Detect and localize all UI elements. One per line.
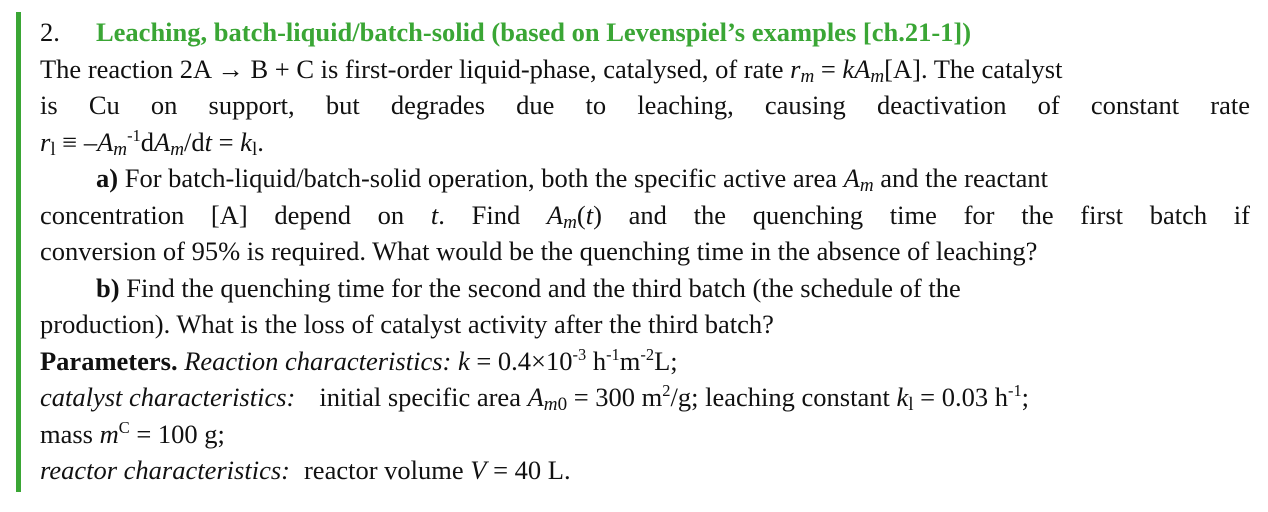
parameters-mass: mass $m^C = 100$ g; [40, 417, 225, 449]
left-accent-bar [16, 12, 21, 492]
problem-heading [40, 14, 1250, 51]
deactivation-rate-equation: $r_l \equiv -A_m^{-1}dA_m/dt = k_l$. [40, 125, 264, 160]
parameters-reactor: reactor characteristics: reactor volume V = 40 L. [40, 455, 571, 485]
part-a-label: a) [96, 163, 119, 193]
intro-line-2: is Cu on support, but degrades due to leaching, causing deactivation of constant rate [40, 90, 1250, 120]
problem-number: 2. [40, 17, 60, 47]
part-a-line-2: concentration [A] depend on t. Find $A_m(t)$ and the quenching time for the first batch if [40, 199, 1250, 233]
parameters-catalyst: catalyst characteristics: initial specific area $A_{m0} = 300$ $m^2/g$; leaching constant $k_l = 0.03$ $h^{-1}$; [40, 380, 1030, 416]
part-b-label: b) [96, 272, 120, 303]
intro-line-1: The reaction 2A → B + C is first-order liquid-phase, catalysed, of rate $r_m = kA_m[A]$. The catalyst [40, 53, 1063, 87]
part-a-line-1: a) For batch-liquid/batch-solid operation, both the specific active area $A_m$ and the reactant [96, 163, 1048, 197]
part-b-line-2: production). What is the loss of catalyst activity after the third batch? [40, 309, 774, 339]
part-a-line-3: conversion of 95% is required. What would be the quenching time in the absence of leaching? [40, 236, 1038, 266]
problem-title: Leaching, batch-liquid/batch-solid (based on Levenspiel’s examples [ch.21-1]) [96, 17, 972, 47]
part-b-line-1: b) Find the quenching time for the second and the third batch (the schedule of the [96, 272, 961, 303]
parameters-label: Parameters. [40, 345, 178, 376]
problem-body [40, 14, 1250, 489]
parameters-reaction: Parameters. Reaction characteristics: $k = 0.4\times 10^{-3}$ $h^{-1}m^{-2}L$; [40, 344, 678, 376]
